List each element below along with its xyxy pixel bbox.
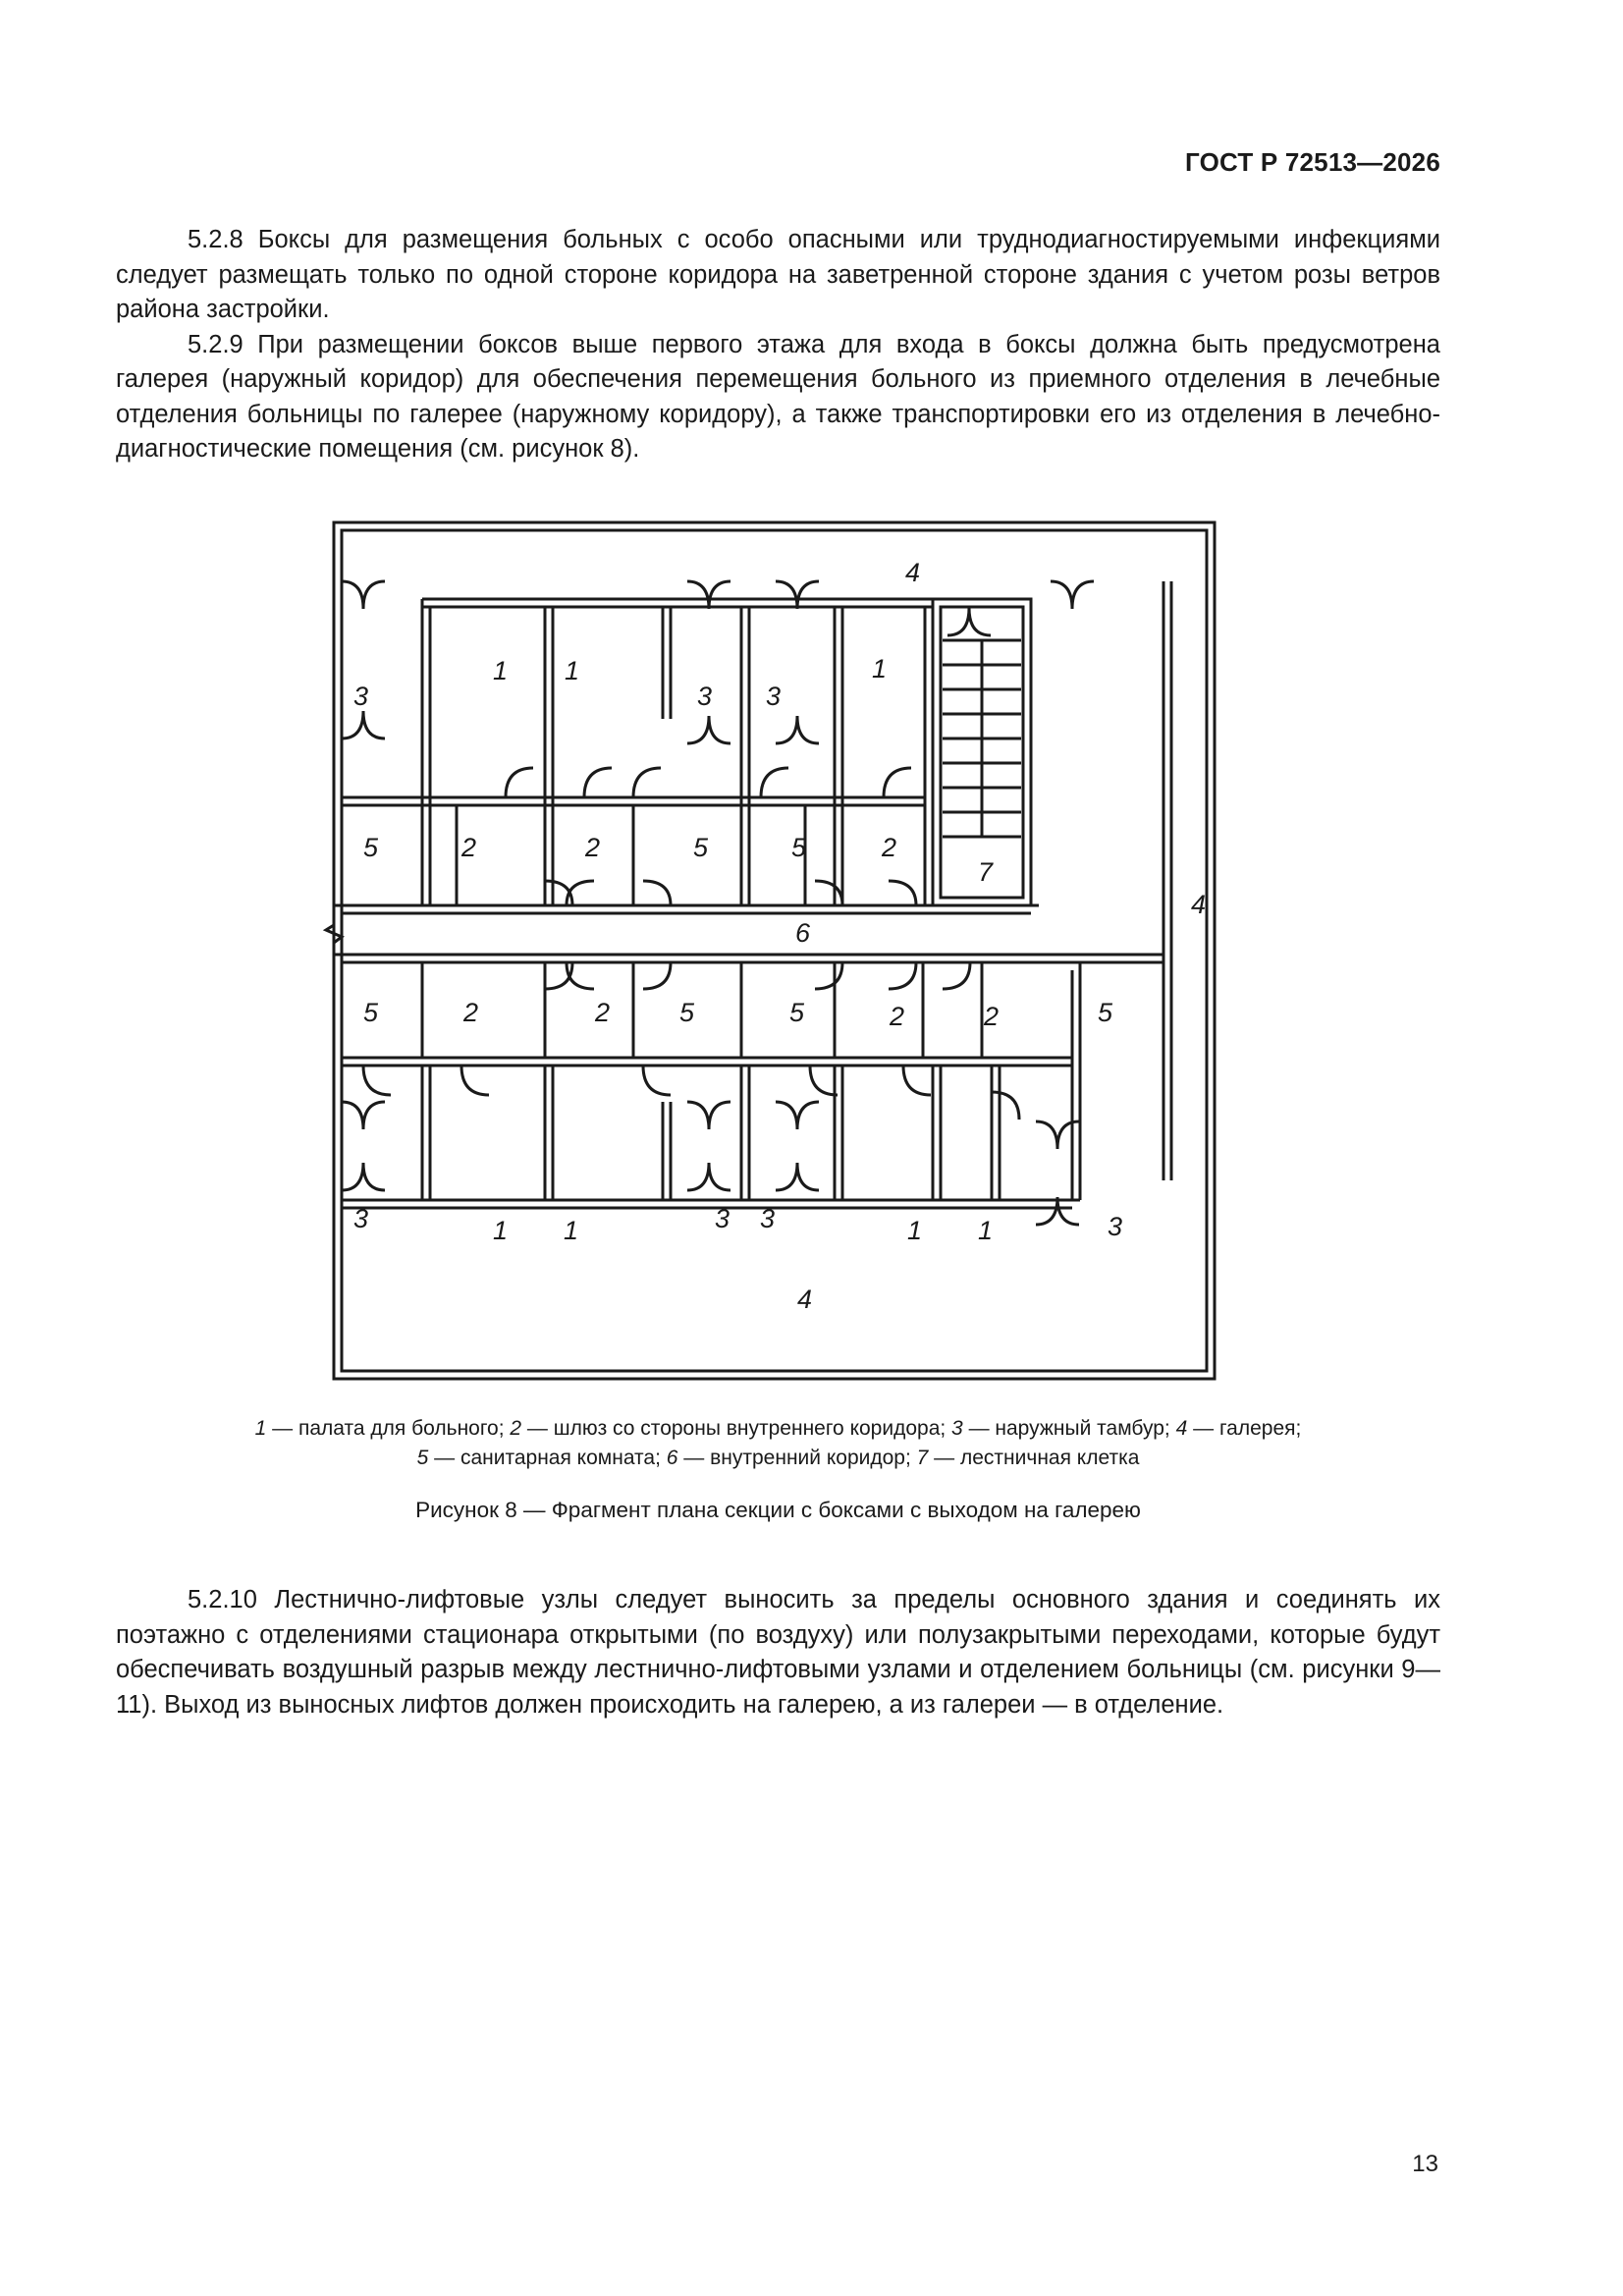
label-corridor: 6 xyxy=(795,918,811,948)
legend-text-4: — галерея; xyxy=(1187,1417,1302,1440)
label-bottom-sanitary-1: 5 xyxy=(363,998,379,1027)
label-top-room-4: 3 xyxy=(697,682,713,711)
label-top-sanitary-2: 2 xyxy=(461,833,477,862)
label-bottom-room-7: 1 xyxy=(978,1216,994,1245)
label-bottom-room-3: 1 xyxy=(564,1216,579,1245)
figure-legend xyxy=(116,1414,1440,1473)
label-gallery-top: 4 xyxy=(905,558,921,587)
legend-num-6: 6 xyxy=(666,1447,678,1469)
label-bottom-room-2: 1 xyxy=(493,1216,509,1245)
label-top-room-6: 1 xyxy=(872,654,888,683)
legend-num-2: 2 xyxy=(510,1417,522,1440)
label-bottom-sanitary-4: 5 xyxy=(679,998,695,1027)
label-top-sanitary-1: 5 xyxy=(363,833,379,862)
label-top-sanitary-4: 5 xyxy=(693,833,709,862)
paragraph-5-2-8: 5.2.8 Боксы для размещения больных с особо опасными или труднодиагностируемыми инфекциями следует размещать только по одной стороне коридора на заветренной стороне здания с учетом розы ветров района застройки. xyxy=(116,226,1440,323)
label-bottom-sanitary-5: 5 xyxy=(789,998,805,1027)
legend-num-3: 3 xyxy=(951,1417,963,1440)
document-header: ГОСТ Р 72513—2026 xyxy=(1185,147,1440,177)
label-gallery-right: 4 xyxy=(1191,890,1207,919)
label-bottom-room-1: 3 xyxy=(353,1204,369,1233)
legend-line-1 xyxy=(116,1414,1440,1444)
label-bottom-sanitary-3: 2 xyxy=(595,998,611,1027)
plan-walls xyxy=(326,522,1215,1379)
legend-text-5: — санитарная комната; xyxy=(428,1447,667,1469)
floor-plan-figure xyxy=(304,513,1247,1396)
label-bottom-sanitary-2: 2 xyxy=(463,998,479,1027)
label-top-room-5: 3 xyxy=(766,682,782,711)
label-bottom-room-4: 3 xyxy=(715,1204,730,1233)
label-bottom-sanitary-6: 2 xyxy=(890,1002,905,1031)
paragraph-5-2-10: 5.2.10 Лестнично-лифтовые узлы следует выносить за пределы основного здания и соединять их поэтажно с отделениями стационара открытыми (по воздуху) или полузакрытыми переходами, которые будут обеспечивать воздушный разрыв между лестнично-лифтовыми узлами и отделением больницы (см. рисунки 9—11). Выход из выносных лифтов должен происходить на галерею, а из галереи — в отделение. xyxy=(116,1586,1440,1719)
legend-num-4: 4 xyxy=(1175,1417,1188,1440)
label-top-room-2: 1 xyxy=(493,656,509,685)
legend-num-1: 1 xyxy=(254,1417,267,1440)
label-top-sanitary-5: 5 xyxy=(791,833,807,862)
legend-num-5: 5 xyxy=(416,1447,429,1469)
legend-line-2 xyxy=(116,1444,1440,1473)
label-top-room-1: 3 xyxy=(353,682,369,711)
legend-text-3: — наружный тамбур; xyxy=(962,1417,1176,1440)
page-number: 13 xyxy=(1412,2151,1438,2177)
label-gallery-bottom: 4 xyxy=(797,1285,813,1314)
section-text-top xyxy=(116,223,1440,467)
label-bottom-room-6: 1 xyxy=(907,1216,923,1245)
label-bottom-room-5: 3 xyxy=(760,1204,776,1233)
label-top-sanitary-6: 2 xyxy=(882,833,897,862)
figure-caption: Рисунок 8 — Фрагмент плана секции с боксами с выходом на галерею xyxy=(415,1498,1141,1522)
label-bottom-room-8: 3 xyxy=(1108,1212,1123,1241)
legend-num-7: 7 xyxy=(916,1447,929,1469)
legend-text-6: — внутренний коридор; xyxy=(677,1447,917,1469)
paragraph-5-2-9: 5.2.9 При размещении боксов выше первого этажа для входа в боксы должна быть предусмотрена галерея (наружный коридор) для обеспечения перемещения больного из приемного отделения в лечебные отделения больницы по галерее (наружному коридору), а также транспортировки его из отделения в лечебно-диагностические помещения (см. рисунок 8). xyxy=(116,330,1440,463)
legend-text-7: — лестничная клетка xyxy=(928,1447,1140,1469)
label-bottom-sanitary-8: 5 xyxy=(1098,998,1113,1027)
label-bottom-sanitary-7: 2 xyxy=(984,1002,1000,1031)
section-text-bottom xyxy=(116,1583,1440,1722)
label-top-room-3: 1 xyxy=(565,656,580,685)
legend-text-1: — палата для больного; xyxy=(266,1417,511,1440)
label-top-sanitary-3: 2 xyxy=(585,833,601,862)
label-stair: 7 xyxy=(978,857,994,887)
legend-text-2: — шлюз со стороны внутреннего коридора; xyxy=(521,1417,952,1440)
